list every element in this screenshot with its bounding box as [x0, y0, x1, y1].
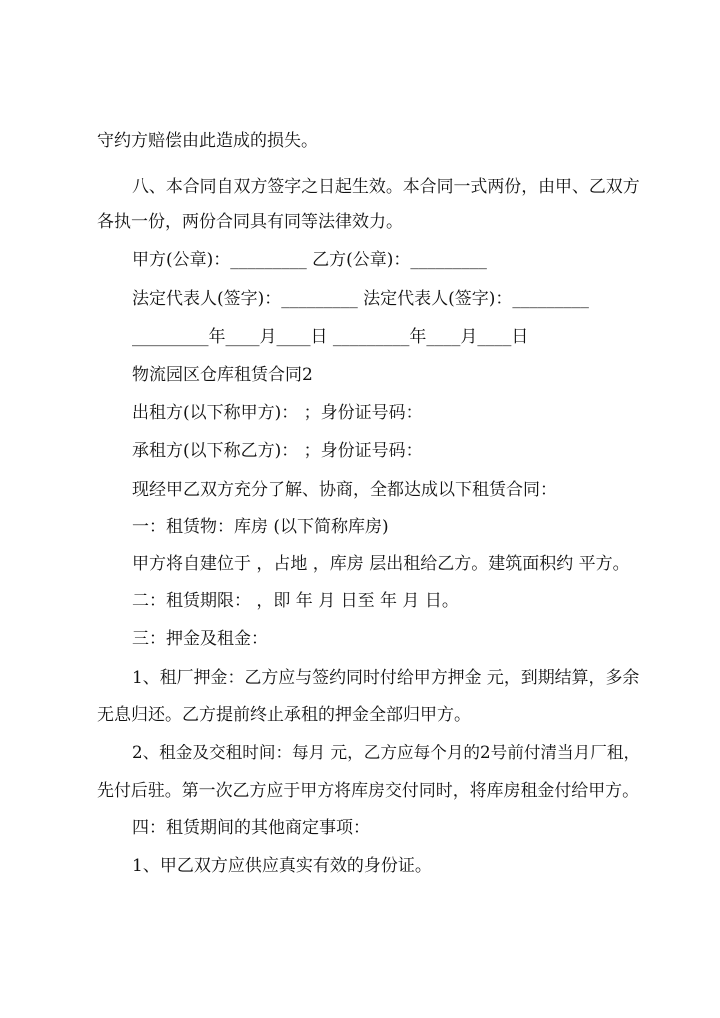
- text-line-16: 无息归还。乙方提前终止承租的押金全部归甲方。: [97, 705, 471, 725]
- text-line-20: 1、甲乙双方应供应真实有效的身份证。: [132, 856, 432, 876]
- text-line-1: 守约方赔偿由此造成的损失。: [97, 131, 318, 151]
- text-line-3: 各执一份，两份合同具有同等法律效力。: [97, 212, 403, 232]
- text-line-11: 一：租赁物：库房 (以下简称库房): [132, 517, 389, 537]
- text-line-13: 二：租赁期限： ，即 年 月 日至 年 月 日。: [132, 591, 459, 611]
- text-line-15: 1、租厂押金：乙方应与签约同时付给甲方押金 元，到期结算，多余: [132, 667, 640, 687]
- signature-rep-line: 法定代表人(签字)：_________ 法定代表人(签字)：_________: [132, 289, 589, 309]
- text-line-12: 甲方将自建位于 ，占地 ，库房 层出租给乙方。建筑面积约 平方。: [132, 554, 630, 574]
- text-line-10: 现经甲乙双方充分了解、协商，全都达成以下租赁合同：: [132, 480, 557, 500]
- text-line-17: 2、租金及交租时间：每月 元，乙方应每个月的2号前付清当月厂租，: [132, 743, 641, 762]
- text-line-19: 四：租赁期间的其他商定事项：: [132, 818, 370, 838]
- signature-seal-line: 甲方(公章)：_________ 乙方(公章)：_________: [132, 250, 487, 270]
- text-line-2: 八、本合同自双方签字之日起生效。本合同一式两份，由甲、乙双方: [132, 176, 640, 196]
- lessor-line: 出租方(以下称甲方)： ；身份证号码：: [132, 403, 423, 423]
- text-line-14: 三：押金及租金：: [132, 629, 268, 649]
- date-line: _________年____月____日 _________年____月____日: [132, 327, 529, 347]
- text-line-18: 先付后驻。第一次乙方应于甲方将库房交付同时，将库房租金付给甲方。: [97, 780, 639, 800]
- contract-title: 物流园区仓库租赁合同2: [132, 365, 313, 385]
- lessee-line: 承租方(以下称乙方)： ；身份证号码：: [132, 441, 423, 461]
